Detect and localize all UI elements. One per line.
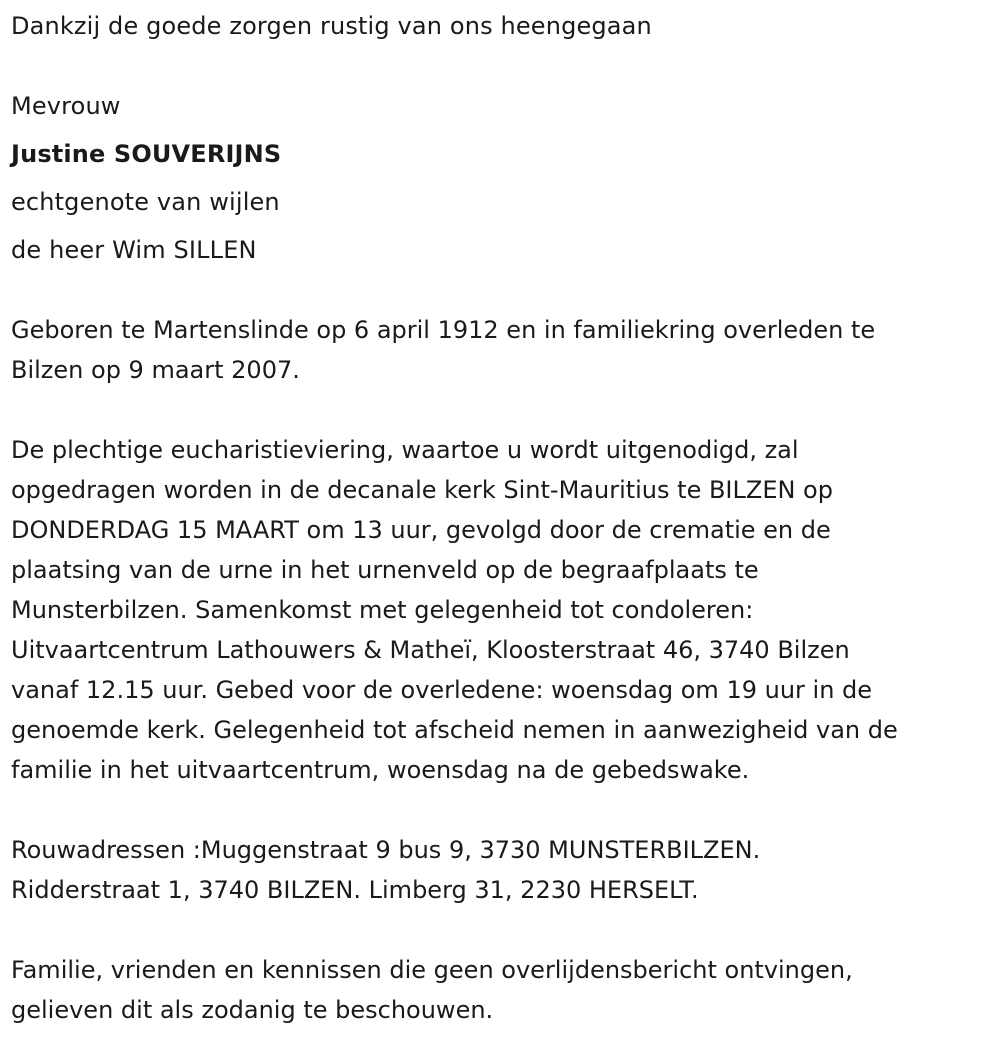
paragraph-line: familie in het uitvaartcentrum, woensdag na de gebedswake. <box>11 756 750 784</box>
ceremony-paragraph <box>11 430 898 790</box>
relation-line-2: de heer Wim SILLEN <box>11 236 257 264</box>
paragraph-line: opgedragen worden in de decanale kerk Sint-Mauritius te BILZEN op <box>11 476 833 504</box>
birth-death-paragraph <box>11 310 875 390</box>
paragraph-line: Geboren te Martenslinde op 6 april 1912 en in familiekring overleden te <box>11 316 876 344</box>
closing-paragraph <box>11 950 853 1030</box>
mourning-addresses <box>11 830 760 910</box>
deceased-name: Justine SOUVERIJNS <box>11 140 282 168</box>
paragraph-line: vanaf 12.15 uur. Gebed voor de overledene: woensdag om 19 uur in de <box>11 676 873 704</box>
paragraph-line: Bilzen op 9 maart 2007. <box>11 356 300 384</box>
paragraph-line: Familie, vrienden en kennissen die geen overlijdensbericht ontvingen, <box>11 956 853 984</box>
paragraph-line: Rouwadressen :Muggenstraat 9 bus 9, 3730 MUNSTERBILZEN. <box>11 836 761 864</box>
paragraph-line: genoemde kerk. Gelegenheid tot afscheid nemen in aanwezigheid van de <box>11 716 898 744</box>
paragraph-line: plaatsing van de urne in het urnenveld op de begraafplaats te <box>11 556 759 584</box>
paragraph-line: Uitvaartcentrum Lathouwers & Matheï, Kloosterstraat 46, 3740 Bilzen <box>11 636 850 664</box>
honorific-title: Mevrouw <box>11 92 121 120</box>
paragraph-line: DONDERDAG 15 MAART om 13 uur, gevolgd door de crematie en de <box>11 516 831 544</box>
paragraph-line: Ridderstraat 1, 3740 BILZEN. Limberg 31, 2230 HERSELT. <box>11 876 699 904</box>
relation-line-1: echtgenote van wijlen <box>11 188 280 216</box>
paragraph-line: De plechtige eucharistieviering, waartoe u wordt uitgenodigd, zal <box>11 436 799 464</box>
paragraph-line: Munsterbilzen. Samenkomst met gelegenheid tot condoleren: <box>11 596 754 624</box>
opening-line: Dankzij de goede zorgen rustig van ons heengegaan <box>11 12 652 40</box>
paragraph-line: gelieven dit als zodanig te beschouwen. <box>11 996 494 1024</box>
